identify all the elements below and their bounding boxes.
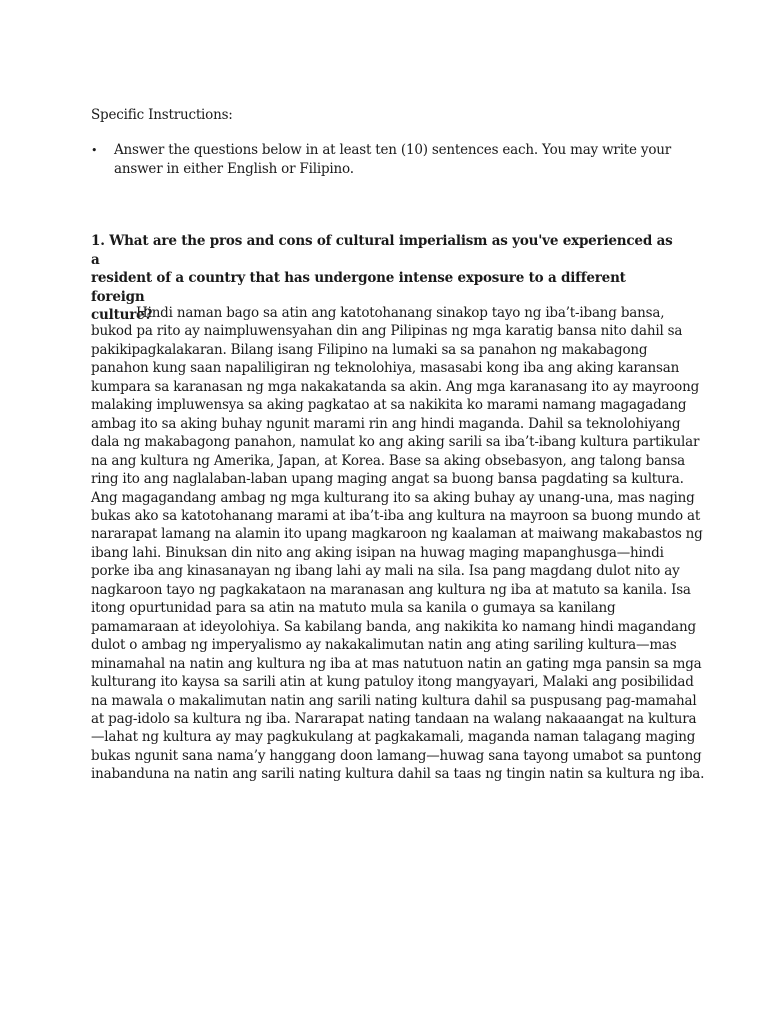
answer-line: ambag ito sa aking buhay ngunit marami rin ang hindi maganda. Dahil sa teknolohiyang <box>91 415 681 432</box>
answer-line: minamahal na natin ang kultura ng iba at mas natutuon natin an gating mga pansin sa mga <box>91 655 702 672</box>
answer-line: inabanduna na natin ang sarili nating kultura dahil sa taas ng tingin natin sa kultura ng iba. <box>91 766 705 783</box>
answer-line: pamamaraan at ideyolohiya. Sa kabilang banda, ang nakikita ko namang hindi magandang <box>91 618 696 635</box>
answer-line: dulot o ambag ng imperyalismo ay nakakalimutan natin ang ating sariling kultura—mas <box>91 637 677 654</box>
answer-line: —lahat ng kultura ay may pagkukulang at pagkakamali, maganda naman talagang maging <box>91 729 696 746</box>
answer-line: ring ito ang naglalaban-laban upang maging angat sa buong bansa pagdating sa kultura. <box>91 471 684 488</box>
answer-line: na mawala o makalimutan natin ang sarili nating kultura dahil sa puspusang pag-mamahal <box>91 692 697 709</box>
answer-line: Hindi naman bago sa atin ang katotohanang sinakop tayo ng iba’t-ibang bansa, <box>136 305 665 321</box>
answer-line: Ang magagandang ambag ng mga kulturang ito sa aking buhay ay unang-una, mas naging <box>91 489 695 506</box>
answer-line: bukod pa rito ay naimpluwensyahan din ang Pilipinas ng mga karatig bansa nito dahil sa <box>91 323 683 340</box>
answer-line: kumpara sa karanasan ng mga nakakatanda sa akin. Ang mga karanasang ito ay mayroong <box>91 378 700 395</box>
instruction-bullet-item <box>91 141 671 179</box>
answer-line: itong opurtunidad para sa atin na matuto mula sa kanila o gumaya sa kanilang <box>91 600 616 617</box>
answer-line: pakikipagkalakaran. Bilang isang Filipino na lumaki sa sa panahon ng makabagong <box>91 341 648 358</box>
instruction-bullet-text: Answer the questions below in at least ten (10) sentences each. You may write your answer in either English or Filipino. <box>114 142 672 177</box>
answer-line: malaking impluwensya sa aking pagkatao at sa nakikita ko marami namang magagadang <box>91 397 687 414</box>
answer-line: na ang kultura ng Amerika, Japan, at Korea. Base sa aking obsebasyon, ang talong bansa <box>91 452 686 469</box>
answer-line: at pag-idolo sa kultura ng iba. Nararapat nating tandaan na walang nakaaangat na kultura <box>91 710 697 727</box>
bullet-icon: • <box>91 144 98 157</box>
answer-line: porke iba ang kinasanayan ng ibang lahi ay mali na sila. Isa pang magdang dulot nito ay <box>91 563 680 580</box>
answer-line: bukas ngunit sana nama’y hanggang doon lamang—huwag sana tayong umabot sa puntong <box>91 747 702 764</box>
answer-paragraph <box>91 304 705 784</box>
answer-line: bukas ako sa katotohanang marami at iba’t-iba ang kultura na mayroon sa buong mundo at <box>91 507 701 524</box>
answer-line: dala ng makabagong panahon, namulat ko ang aking sarili sa iba’t-ibang kultura partikular <box>91 434 700 451</box>
instructions-heading: Specific Instructions: <box>91 107 233 123</box>
answer-line: nagkaroon tayo ng pagkakataon na maranasan ang kultura ng iba at matuto sa kanila. Isa <box>91 581 691 598</box>
question-heading: 1. What are the pros and cons of cultural imperialism as you've experienced as a resident of a country that has undergone intense exposure to a different foreign culture? <box>91 233 673 323</box>
answer-line: nararapat lamang na alamin ito upang magkaroon ng kaalaman at maiwang makabastos ng <box>91 526 703 543</box>
answer-line: panahon kung saan napaliligiran ng teknolohiya, masasabi kong iba ang aking karansan <box>91 360 680 377</box>
answer-line: ibang lahi. Binuksan din nito ang aking isipan na huwag maging mapanghusga—hindi <box>91 544 664 561</box>
answer-line: kulturang ito kaysa sa sarili atin at kung patuloy itong mangyayari, Malaki ang posibilidad <box>91 674 694 691</box>
